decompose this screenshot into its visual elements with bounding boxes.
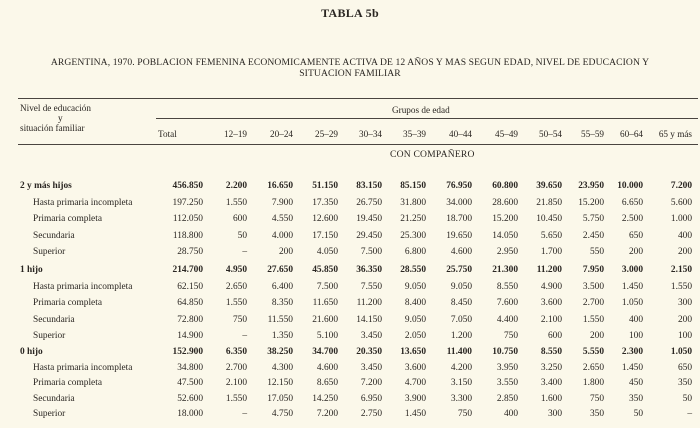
table-cell: 17.350 <box>312 197 338 208</box>
table-cell: 400 <box>628 314 643 325</box>
table-cell: 3.900 <box>404 393 426 404</box>
column-header: 50–54 <box>539 129 562 139</box>
table-cell: 4.600 <box>316 362 338 373</box>
table-cell: 2.750 <box>360 409 382 419</box>
table-cell: 3.150 <box>450 378 472 388</box>
table-cell: 4.900 <box>540 281 562 292</box>
table-cell: 26.750 <box>356 197 382 208</box>
table-cell: 11.550 <box>267 314 293 325</box>
table-cell: 4.700 <box>404 378 426 388</box>
table-cell: 50 <box>237 230 247 241</box>
column-header: 20–24 <box>270 129 293 139</box>
table-cell: 8.650 <box>316 378 338 388</box>
column-header: 55–59 <box>581 129 604 139</box>
column-header: 25–29 <box>315 129 338 139</box>
table-cell: 29.450 <box>356 230 382 241</box>
column-header: 35–39 <box>403 129 426 139</box>
table-cell: 50 <box>633 409 643 419</box>
table-cell: 2.650 <box>225 281 247 292</box>
table-cell: 7.200 <box>316 409 338 419</box>
table-cell: 750 <box>503 331 518 341</box>
table-cell: 12.600 <box>312 214 338 224</box>
column-header: 12–19 <box>224 129 247 139</box>
table-cell: 1.550 <box>670 281 692 292</box>
stub-header-line-3: situación familiar <box>20 123 85 133</box>
table-cell: 214.700 <box>172 265 203 275</box>
table-cell: 17.150 <box>312 230 338 241</box>
table-cell: 52.600 <box>177 393 203 404</box>
table-cell: 5.100 <box>316 331 338 341</box>
table-cell: 200 <box>677 247 692 257</box>
table-cell: 27.650 <box>267 265 293 275</box>
table-cell: 14.050 <box>492 230 518 241</box>
table-cell: 600 <box>232 214 247 224</box>
table-cell: 60.800 <box>492 181 518 191</box>
table-cell: 28.600 <box>492 197 518 208</box>
row-label: Superior <box>33 409 66 419</box>
table-cell: 7.050 <box>450 314 472 325</box>
section-label: CON COMPAÑERO <box>390 149 475 160</box>
table-cell: 8.450 <box>450 298 472 308</box>
table-row <box>0 363 700 377</box>
table-cell: 2.300 <box>621 347 643 357</box>
column-header: 65 y más <box>658 129 692 139</box>
table-cell: 550 <box>589 247 604 257</box>
table-cell: 750 <box>457 409 472 419</box>
table-cell: 25.300 <box>400 230 426 241</box>
table-cell: 14.150 <box>356 314 382 325</box>
table-cell: 17.050 <box>267 393 293 404</box>
column-header: 45–49 <box>495 129 518 139</box>
table-cell: 9.050 <box>404 314 426 325</box>
table-cell: 13.650 <box>400 347 426 357</box>
row-label: Hasta primaria incompleta <box>33 281 133 292</box>
row-label: Secundaria <box>33 393 75 404</box>
table-cell: 8.400 <box>404 298 426 308</box>
table-cell: 2.700 <box>582 298 604 308</box>
table-cell: 23.950 <box>578 181 604 191</box>
table-cell: 2.200 <box>225 181 247 191</box>
table-cell: 400 <box>677 230 692 241</box>
table-cell: 2.050 <box>404 331 426 341</box>
table-cell: 4.000 <box>271 230 293 241</box>
table-row <box>0 394 700 408</box>
table-cell: 750 <box>232 314 247 325</box>
group-total-row <box>0 265 700 279</box>
table-cell: 5.550 <box>582 347 604 357</box>
table-cell: 7.500 <box>360 247 382 257</box>
table-cell: 300 <box>677 298 692 308</box>
table-cell: 6.800 <box>404 247 426 257</box>
table-cell: 50 <box>682 393 692 404</box>
table-row <box>0 409 700 423</box>
table-cell: 1.000 <box>670 214 692 224</box>
table-cell: 21.250 <box>400 214 426 224</box>
table-cell: 19.650 <box>446 230 472 241</box>
table-cell: 4.050 <box>316 247 338 257</box>
table-cell: 20.350 <box>356 347 382 357</box>
table-cell: 4.550 <box>271 214 293 224</box>
table-cell: 1.550 <box>225 298 247 308</box>
table-cell: 750 <box>589 393 604 404</box>
table-cell: 47.500 <box>177 378 203 388</box>
table-cell: 1.550 <box>225 197 247 208</box>
table-cell: 1.450 <box>404 409 426 419</box>
table-cell: 3.250 <box>540 362 562 373</box>
table-cell: 4.600 <box>450 247 472 257</box>
table-cell: 1.600 <box>540 393 562 404</box>
row-label: Superior <box>33 331 66 341</box>
table-cell: 3.600 <box>404 362 426 373</box>
table-cell: 7.900 <box>271 197 293 208</box>
table-cell: 11.650 <box>312 298 338 308</box>
table-cell: 1.450 <box>621 281 643 292</box>
table-cell: 3.600 <box>540 298 562 308</box>
table-cell: 7.600 <box>496 298 518 308</box>
table-cell: 9.050 <box>404 281 426 292</box>
table-cell: 83.150 <box>356 181 382 191</box>
table-cell: 7.950 <box>582 265 604 275</box>
table-cell: 36.350 <box>356 265 382 275</box>
table-subtitle <box>8 57 692 79</box>
table-cell: 3.500 <box>582 281 604 292</box>
table-cell: 8.350 <box>271 298 293 308</box>
table-cell: 2.150 <box>670 265 692 275</box>
table-cell: 34.800 <box>177 362 203 373</box>
row-label: Secundaria <box>33 230 75 241</box>
table-cell: 5.650 <box>540 230 562 241</box>
table-cell: 2.850 <box>496 393 518 404</box>
group-total-row <box>0 181 700 195</box>
top-rule <box>18 98 698 99</box>
table-cell: 7.500 <box>316 281 338 292</box>
row-label: 2 y más hijos <box>20 181 72 191</box>
table-cell: 1.050 <box>621 298 643 308</box>
table-title: TABLA 5b <box>321 6 379 20</box>
table-cell: 2.950 <box>496 247 518 257</box>
table-cell: 3.950 <box>496 362 518 373</box>
table-row <box>0 378 700 392</box>
table-cell: 650 <box>677 362 692 373</box>
table-cell: 1.550 <box>582 314 604 325</box>
table-cell: 21.850 <box>536 197 562 208</box>
table-cell: 2.450 <box>582 230 604 241</box>
table-cell: 100 <box>677 331 692 341</box>
stub-header-line-1: Nivel de educación <box>20 103 91 113</box>
column-header: Total <box>158 129 177 139</box>
table-cell: 4.950 <box>225 265 247 275</box>
table-cell: 21.600 <box>312 314 338 325</box>
table-cell: 1.200 <box>450 331 472 341</box>
table-cell: 456.850 <box>172 181 203 191</box>
table-cell: 3.450 <box>360 331 382 341</box>
table-cell: 200 <box>278 247 293 257</box>
table-cell: 7.200 <box>670 181 692 191</box>
table-cell: 3.300 <box>450 393 472 404</box>
row-label: Primaria completa <box>33 214 102 224</box>
table-cell: 5.750 <box>582 214 604 224</box>
table-cell: 1.700 <box>540 247 562 257</box>
table-row <box>0 315 700 329</box>
table-cell: 3.550 <box>496 378 518 388</box>
subtitle-line-1: ARGENTINA, 1970. POBLACION FEMENINA ECONOMICAMENTE ACTIVA DE 12 AÑOS Y MAS SEGUN EDAD, NIVEL DE EDUCACION Y <box>50 57 650 68</box>
table-cell: 4.750 <box>271 409 293 419</box>
table-cell: 200 <box>677 314 692 325</box>
table-cell: 6.650 <box>621 197 643 208</box>
table-cell: 62.150 <box>177 281 203 292</box>
table-cell: 34.700 <box>312 347 338 357</box>
row-label: Superior <box>33 247 66 257</box>
table-cell: 28.750 <box>177 247 203 257</box>
table-cell: 4.300 <box>271 362 293 373</box>
table-row <box>0 198 700 212</box>
table-cell: 1.450 <box>621 362 643 373</box>
table-cell: 1.800 <box>582 378 604 388</box>
table-row <box>0 282 700 296</box>
table-cell: 1.350 <box>271 331 293 341</box>
table-cell: 300 <box>547 409 562 419</box>
table-cell: 18.700 <box>446 214 472 224</box>
table-cell: – <box>242 409 247 419</box>
row-label: Hasta primaria incompleta <box>33 197 133 208</box>
group-total-row <box>0 347 700 361</box>
table-cell: – <box>242 247 247 257</box>
table-cell: 4.400 <box>496 314 518 325</box>
table-cell: 100 <box>628 331 643 341</box>
table-cell: 3.450 <box>360 362 382 373</box>
table-cell: 10.000 <box>617 181 643 191</box>
table-cell: 7.200 <box>360 378 382 388</box>
subtitle-line-2: SITUACION FAMILIAR <box>299 68 401 79</box>
column-header: 60–64 <box>620 129 643 139</box>
table-cell: 6.950 <box>360 393 382 404</box>
row-label: Secundaria <box>33 314 75 325</box>
table-cell: 85.150 <box>400 181 426 191</box>
table-cell: 112.050 <box>172 214 203 224</box>
table-cell: – <box>687 409 692 419</box>
table-cell: 350 <box>589 409 604 419</box>
table-cell: 14.900 <box>177 331 203 341</box>
table-cell: 350 <box>677 378 692 388</box>
table-cell: 2.100 <box>225 378 247 388</box>
table-cell: 10.750 <box>492 347 518 357</box>
table-cell: 18.000 <box>177 409 203 419</box>
row-label: Primaria completa <box>33 298 102 308</box>
table-cell: 2.100 <box>540 314 562 325</box>
table-cell: 51.150 <box>312 181 338 191</box>
column-header: 30–34 <box>359 129 382 139</box>
table-cell: 1.050 <box>670 347 692 357</box>
table-cell: 11.200 <box>536 265 562 275</box>
table-cell: 21.300 <box>492 265 518 275</box>
row-label: Hasta primaria incompleta <box>33 362 133 373</box>
table-cell: 5.600 <box>670 197 692 208</box>
header-bottom-rule <box>18 144 698 145</box>
table-cell: 4.200 <box>450 362 472 373</box>
table-cell: 600 <box>547 331 562 341</box>
age-group-label: Grupos de edad <box>392 105 450 115</box>
table-cell: 19.450 <box>356 214 382 224</box>
table-cell: 14.250 <box>312 393 338 404</box>
table-cell: 34.000 <box>446 197 472 208</box>
table-cell: – <box>242 331 247 341</box>
table-cell: 11.200 <box>356 298 382 308</box>
table-cell: 9.050 <box>450 281 472 292</box>
table-cell: 650 <box>628 230 643 241</box>
row-label: 0 hijo <box>20 347 43 357</box>
table-cell: 7.550 <box>360 281 382 292</box>
table-cell: 2.650 <box>582 362 604 373</box>
table-cell: 45.850 <box>312 265 338 275</box>
table-cell: 16.650 <box>267 181 293 191</box>
table-cell: 400 <box>503 409 518 419</box>
table-cell: 3.000 <box>621 265 643 275</box>
table-cell: 72.800 <box>177 314 203 325</box>
table-cell: 11.400 <box>446 347 472 357</box>
stub-header-line-2: y <box>58 113 63 123</box>
table-cell: 1.550 <box>225 393 247 404</box>
table-row <box>0 247 700 261</box>
table-cell: 450 <box>628 378 643 388</box>
table-cell: 2.500 <box>621 214 643 224</box>
table-cell: 12.150 <box>267 378 293 388</box>
table-cell: 31.800 <box>400 197 426 208</box>
row-label: Primaria completa <box>33 378 102 388</box>
table-cell: 64.850 <box>177 298 203 308</box>
table-cell: 10.450 <box>536 214 562 224</box>
table-cell: 15.200 <box>492 214 518 224</box>
table-cell: 28.550 <box>400 265 426 275</box>
table-cell: 3.400 <box>540 378 562 388</box>
table-cell: 350 <box>628 393 643 404</box>
table-cell: 39.650 <box>536 181 562 191</box>
table-row <box>0 298 700 312</box>
table-cell: 15.200 <box>578 197 604 208</box>
table-cell: 8.550 <box>540 347 562 357</box>
table-cell: 2.700 <box>225 362 247 373</box>
column-header: 40–44 <box>449 129 472 139</box>
table-cell: 76.950 <box>446 181 472 191</box>
table-row <box>0 331 700 345</box>
table-row <box>0 231 700 245</box>
table-cell: 118.800 <box>172 230 203 241</box>
table-cell: 197.250 <box>172 197 203 208</box>
table-cell: 200 <box>589 331 604 341</box>
table-row <box>0 214 700 228</box>
table-cell: 38.250 <box>267 347 293 357</box>
group-rule <box>156 118 698 119</box>
table-cell: 6.350 <box>225 347 247 357</box>
table-cell: 25.750 <box>446 265 472 275</box>
table-cell: 152.900 <box>172 347 203 357</box>
table-cell: 8.550 <box>496 281 518 292</box>
table-cell: 200 <box>628 247 643 257</box>
table-cell: 6.400 <box>271 281 293 292</box>
row-label: 1 hijo <box>20 265 43 275</box>
